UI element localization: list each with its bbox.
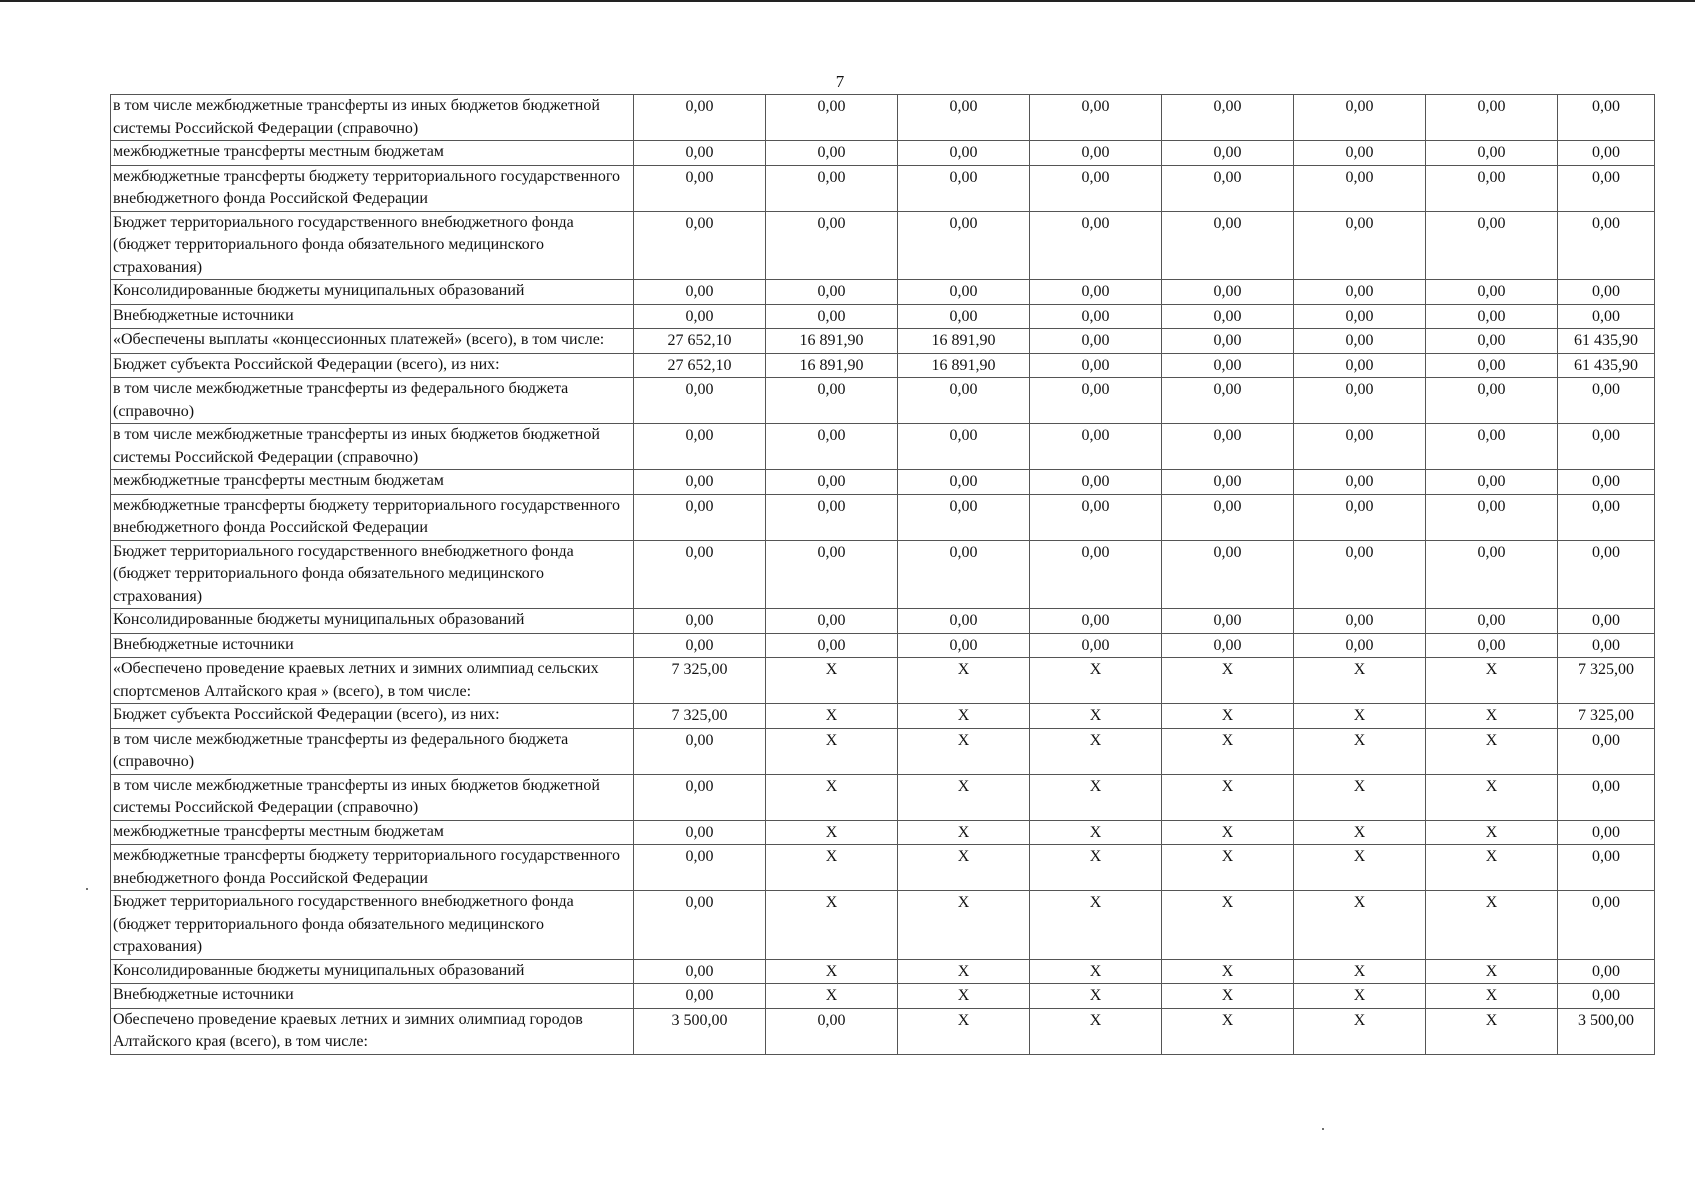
- value-cell: 0,00: [1426, 211, 1558, 280]
- value-cell: 27 652,10: [634, 353, 766, 378]
- value-cell: 16 891,90: [766, 329, 898, 354]
- value-cell: 0,00: [1426, 165, 1558, 211]
- table-body: [111, 95, 1655, 1055]
- value-cell: X: [1162, 820, 1294, 845]
- value-cell: X: [1030, 774, 1162, 820]
- table-row: [111, 141, 1655, 166]
- value-cell: 0,00: [1294, 329, 1426, 354]
- value-cell: 0,00: [1162, 540, 1294, 609]
- row-label: «Обеспечено проведение краевых летних и зимних олимпиад сельских спортсменов Алтайского края » (всего), в том числе:: [111, 658, 634, 704]
- value-cell: 0,00: [766, 1008, 898, 1054]
- value-cell: 0,00: [1558, 633, 1655, 658]
- value-cell: 0,00: [1558, 165, 1655, 211]
- value-cell: X: [1294, 728, 1426, 774]
- value-cell: X: [1426, 658, 1558, 704]
- value-cell: 0,00: [1294, 280, 1426, 305]
- value-cell: X: [1294, 774, 1426, 820]
- value-cell: 0,00: [898, 304, 1030, 329]
- value-cell: 0,00: [634, 609, 766, 634]
- value-cell: 0,00: [1558, 774, 1655, 820]
- value-cell: 7 325,00: [1558, 704, 1655, 729]
- row-label: в том числе межбюджетные трансферты из федерального бюджета (справочно): [111, 378, 634, 424]
- value-cell: 0,00: [1162, 378, 1294, 424]
- value-cell: 0,00: [634, 141, 766, 166]
- value-cell: 0,00: [1558, 95, 1655, 141]
- value-cell: 0,00: [898, 540, 1030, 609]
- value-cell: 0,00: [1030, 95, 1162, 141]
- value-cell: 0,00: [1162, 633, 1294, 658]
- value-cell: 0,00: [1558, 959, 1655, 984]
- value-cell: 0,00: [1030, 540, 1162, 609]
- value-cell: X: [1030, 658, 1162, 704]
- table-row: [111, 211, 1655, 280]
- table-row: [111, 891, 1655, 960]
- value-cell: X: [898, 959, 1030, 984]
- row-label: Консолидированные бюджеты муниципальных образований: [111, 959, 634, 984]
- value-cell: 0,00: [1030, 470, 1162, 495]
- value-cell: 0,00: [1426, 609, 1558, 634]
- value-cell: 0,00: [1426, 280, 1558, 305]
- scan-top-border: [0, 0, 1695, 2]
- value-cell: 0,00: [1294, 540, 1426, 609]
- value-cell: 61 435,90: [1558, 353, 1655, 378]
- value-cell: 0,00: [1558, 845, 1655, 891]
- value-cell: 0,00: [766, 378, 898, 424]
- value-cell: X: [766, 959, 898, 984]
- value-cell: 0,00: [634, 959, 766, 984]
- value-cell: 0,00: [1558, 609, 1655, 634]
- row-label: межбюджетные трансферты бюджету территориального государственного внебюджетного фонда Российской Федерации: [111, 165, 634, 211]
- value-cell: X: [1162, 774, 1294, 820]
- value-cell: X: [1030, 891, 1162, 960]
- table-row: [111, 1008, 1655, 1054]
- value-cell: 0,00: [634, 470, 766, 495]
- value-cell: 0,00: [766, 280, 898, 305]
- row-label: «Обеспечены выплаты «концессионных платежей» (всего), в том числе:: [111, 329, 634, 354]
- value-cell: 0,00: [1294, 378, 1426, 424]
- value-cell: 0,00: [1162, 211, 1294, 280]
- value-cell: 0,00: [634, 165, 766, 211]
- value-cell: 0,00: [634, 540, 766, 609]
- value-cell: 0,00: [898, 165, 1030, 211]
- value-cell: 0,00: [634, 494, 766, 540]
- value-cell: X: [1162, 728, 1294, 774]
- value-cell: X: [898, 704, 1030, 729]
- value-cell: 0,00: [1294, 165, 1426, 211]
- row-label: межбюджетные трансферты местным бюджетам: [111, 820, 634, 845]
- value-cell: X: [766, 891, 898, 960]
- value-cell: X: [1162, 1008, 1294, 1054]
- value-cell: 0,00: [634, 728, 766, 774]
- value-cell: 0,00: [766, 633, 898, 658]
- value-cell: X: [1426, 820, 1558, 845]
- value-cell: 0,00: [1558, 728, 1655, 774]
- value-cell: X: [766, 658, 898, 704]
- value-cell: 0,00: [1558, 424, 1655, 470]
- value-cell: X: [898, 984, 1030, 1009]
- row-label: Внебюджетные источники: [111, 304, 634, 329]
- value-cell: 0,00: [634, 891, 766, 960]
- value-cell: 7 325,00: [1558, 658, 1655, 704]
- value-cell: X: [1162, 658, 1294, 704]
- value-cell: 0,00: [766, 424, 898, 470]
- value-cell: X: [1030, 984, 1162, 1009]
- value-cell: X: [766, 845, 898, 891]
- value-cell: X: [1294, 984, 1426, 1009]
- row-label: Внебюджетные источники: [111, 984, 634, 1009]
- value-cell: X: [1426, 704, 1558, 729]
- value-cell: 0,00: [898, 141, 1030, 166]
- value-cell: 0,00: [1558, 494, 1655, 540]
- table-row: [111, 658, 1655, 704]
- value-cell: 0,00: [1426, 304, 1558, 329]
- value-cell: X: [1030, 704, 1162, 729]
- value-cell: 0,00: [1162, 470, 1294, 495]
- value-cell: X: [898, 820, 1030, 845]
- value-cell: 0,00: [766, 304, 898, 329]
- value-cell: 0,00: [1294, 353, 1426, 378]
- value-cell: 0,00: [1162, 329, 1294, 354]
- value-cell: X: [898, 891, 1030, 960]
- value-cell: X: [1294, 1008, 1426, 1054]
- row-label: межбюджетные трансферты местным бюджетам: [111, 141, 634, 166]
- value-cell: 0,00: [1294, 304, 1426, 329]
- value-cell: 0,00: [1294, 95, 1426, 141]
- table-row: [111, 704, 1655, 729]
- value-cell: 0,00: [898, 633, 1030, 658]
- row-label: межбюджетные трансферты местным бюджетам: [111, 470, 634, 495]
- value-cell: X: [1426, 959, 1558, 984]
- row-label: Обеспечено проведение краевых летних и зимних олимпиад городов Алтайского края (всего), в том числе:: [111, 1008, 634, 1054]
- budget-table: [110, 94, 1655, 1055]
- value-cell: 0,00: [766, 95, 898, 141]
- value-cell: X: [1162, 984, 1294, 1009]
- value-cell: 0,00: [766, 141, 898, 166]
- value-cell: X: [1162, 891, 1294, 960]
- value-cell: X: [898, 845, 1030, 891]
- value-cell: X: [1426, 774, 1558, 820]
- table-row: [111, 353, 1655, 378]
- value-cell: 0,00: [898, 470, 1030, 495]
- scan-speck: [86, 888, 88, 890]
- value-cell: 3 500,00: [1558, 1008, 1655, 1054]
- value-cell: 7 325,00: [634, 704, 766, 729]
- value-cell: 0,00: [1426, 494, 1558, 540]
- row-label: в том числе межбюджетные трансферты из иных бюджетов бюджетной системы Российской Федерации (справочно): [111, 774, 634, 820]
- value-cell: 0,00: [634, 378, 766, 424]
- value-cell: X: [1294, 845, 1426, 891]
- value-cell: 0,00: [1558, 304, 1655, 329]
- value-cell: 0,00: [1162, 165, 1294, 211]
- value-cell: 0,00: [898, 378, 1030, 424]
- value-cell: 0,00: [1030, 378, 1162, 424]
- value-cell: 0,00: [1030, 304, 1162, 329]
- row-label: Консолидированные бюджеты муниципальных образований: [111, 609, 634, 634]
- value-cell: 0,00: [634, 280, 766, 305]
- value-cell: 0,00: [898, 609, 1030, 634]
- value-cell: 0,00: [1558, 891, 1655, 960]
- value-cell: 0,00: [898, 424, 1030, 470]
- value-cell: 0,00: [1294, 211, 1426, 280]
- value-cell: 0,00: [1294, 141, 1426, 166]
- value-cell: 0,00: [766, 609, 898, 634]
- value-cell: X: [898, 658, 1030, 704]
- table-row: [111, 95, 1655, 141]
- value-cell: 0,00: [1162, 280, 1294, 305]
- row-label: Бюджет субъекта Российской Федерации (всего), из них:: [111, 353, 634, 378]
- value-cell: 0,00: [1558, 378, 1655, 424]
- value-cell: 61 435,90: [1558, 329, 1655, 354]
- value-cell: 0,00: [634, 304, 766, 329]
- value-cell: 7 325,00: [634, 658, 766, 704]
- value-cell: 0,00: [634, 774, 766, 820]
- table-row: [111, 280, 1655, 305]
- value-cell: 0,00: [634, 211, 766, 280]
- value-cell: 0,00: [1162, 141, 1294, 166]
- value-cell: 3 500,00: [634, 1008, 766, 1054]
- value-cell: 0,00: [766, 211, 898, 280]
- table-row: [111, 728, 1655, 774]
- value-cell: 16 891,90: [898, 353, 1030, 378]
- value-cell: 0,00: [1426, 378, 1558, 424]
- table-row: [111, 845, 1655, 891]
- row-label: межбюджетные трансферты бюджету территориального государственного внебюджетного фонда Российской Федерации: [111, 494, 634, 540]
- value-cell: 0,00: [898, 280, 1030, 305]
- value-cell: 16 891,90: [898, 329, 1030, 354]
- row-label: в том числе межбюджетные трансферты из федерального бюджета (справочно): [111, 728, 634, 774]
- table-row: [111, 540, 1655, 609]
- value-cell: X: [1294, 891, 1426, 960]
- value-cell: 0,00: [1558, 280, 1655, 305]
- value-cell: 0,00: [1030, 329, 1162, 354]
- value-cell: 0,00: [766, 494, 898, 540]
- value-cell: 27 652,10: [634, 329, 766, 354]
- table-row: [111, 609, 1655, 634]
- value-cell: 0,00: [1162, 95, 1294, 141]
- value-cell: X: [1030, 820, 1162, 845]
- value-cell: 0,00: [1294, 470, 1426, 495]
- row-label: Бюджет субъекта Российской Федерации (всего), из них:: [111, 704, 634, 729]
- value-cell: 0,00: [1558, 141, 1655, 166]
- value-cell: 0,00: [1030, 211, 1162, 280]
- table-row: [111, 378, 1655, 424]
- scan-speck: [1322, 1128, 1324, 1130]
- value-cell: 0,00: [634, 984, 766, 1009]
- value-cell: X: [1162, 704, 1294, 729]
- value-cell: X: [1294, 820, 1426, 845]
- value-cell: 16 891,90: [766, 353, 898, 378]
- value-cell: 0,00: [1558, 540, 1655, 609]
- table-row: [111, 820, 1655, 845]
- value-cell: X: [766, 984, 898, 1009]
- value-cell: X: [1030, 959, 1162, 984]
- value-cell: 0,00: [766, 540, 898, 609]
- value-cell: 0,00: [634, 820, 766, 845]
- value-cell: X: [1162, 845, 1294, 891]
- table-row: [111, 470, 1655, 495]
- value-cell: X: [1030, 728, 1162, 774]
- row-label: в том числе межбюджетные трансферты из иных бюджетов бюджетной системы Российской Федерации (справочно): [111, 424, 634, 470]
- value-cell: X: [1426, 728, 1558, 774]
- value-cell: X: [898, 728, 1030, 774]
- row-label: в том числе межбюджетные трансферты из иных бюджетов бюджетной системы Российской Федерации (справочно): [111, 95, 634, 141]
- value-cell: X: [898, 774, 1030, 820]
- value-cell: 0,00: [1426, 141, 1558, 166]
- value-cell: X: [1294, 959, 1426, 984]
- row-label: Внебюджетные источники: [111, 633, 634, 658]
- value-cell: 0,00: [898, 211, 1030, 280]
- value-cell: 0,00: [766, 470, 898, 495]
- row-label: Бюджет территориального государственного внебюджетного фонда (бюджет территориального фонда обязательного медицинского страхования): [111, 891, 634, 960]
- row-label: Бюджет территориального государственного внебюджетного фонда (бюджет территориального фонда обязательного медицинского страхования): [111, 211, 634, 280]
- value-cell: 0,00: [1162, 424, 1294, 470]
- value-cell: 0,00: [1426, 470, 1558, 495]
- value-cell: 0,00: [1030, 609, 1162, 634]
- table-row: [111, 633, 1655, 658]
- value-cell: 0,00: [1426, 95, 1558, 141]
- table-row: [111, 165, 1655, 211]
- table-row: [111, 424, 1655, 470]
- value-cell: 0,00: [1558, 470, 1655, 495]
- value-cell: X: [1162, 959, 1294, 984]
- value-cell: 0,00: [634, 95, 766, 141]
- row-label: Консолидированные бюджеты муниципальных образований: [111, 280, 634, 305]
- value-cell: 0,00: [1030, 424, 1162, 470]
- value-cell: 0,00: [1558, 820, 1655, 845]
- value-cell: 0,00: [1030, 165, 1162, 211]
- value-cell: 0,00: [898, 95, 1030, 141]
- value-cell: 0,00: [1030, 633, 1162, 658]
- value-cell: 0,00: [1030, 353, 1162, 378]
- table-row: [111, 304, 1655, 329]
- row-label: Бюджет территориального государственного внебюджетного фонда (бюджет территориального фонда обязательного медицинского страхования): [111, 540, 634, 609]
- value-cell: 0,00: [1426, 353, 1558, 378]
- value-cell: 0,00: [766, 165, 898, 211]
- value-cell: X: [766, 820, 898, 845]
- value-cell: X: [1426, 1008, 1558, 1054]
- value-cell: 0,00: [1294, 494, 1426, 540]
- value-cell: 0,00: [1426, 540, 1558, 609]
- value-cell: 0,00: [634, 633, 766, 658]
- value-cell: 0,00: [1162, 353, 1294, 378]
- value-cell: X: [1030, 1008, 1162, 1054]
- value-cell: 0,00: [1558, 984, 1655, 1009]
- value-cell: X: [1426, 891, 1558, 960]
- value-cell: 0,00: [1162, 494, 1294, 540]
- value-cell: X: [766, 774, 898, 820]
- value-cell: X: [1294, 658, 1426, 704]
- value-cell: 0,00: [1162, 609, 1294, 634]
- value-cell: X: [1030, 845, 1162, 891]
- value-cell: 0,00: [1558, 211, 1655, 280]
- page-number: 7: [835, 72, 845, 91]
- table-row: [111, 494, 1655, 540]
- value-cell: X: [1426, 845, 1558, 891]
- value-cell: 0,00: [898, 494, 1030, 540]
- table-row: [111, 329, 1655, 354]
- row-label: межбюджетные трансферты бюджету территориального государственного внебюджетного фонда Российской Федерации: [111, 845, 634, 891]
- value-cell: 0,00: [1294, 424, 1426, 470]
- value-cell: X: [898, 1008, 1030, 1054]
- value-cell: 0,00: [1294, 609, 1426, 634]
- table-row: [111, 774, 1655, 820]
- value-cell: 0,00: [634, 845, 766, 891]
- value-cell: X: [1426, 984, 1558, 1009]
- value-cell: 0,00: [634, 424, 766, 470]
- value-cell: 0,00: [1426, 633, 1558, 658]
- value-cell: 0,00: [1030, 141, 1162, 166]
- value-cell: 0,00: [1030, 494, 1162, 540]
- value-cell: 0,00: [1426, 329, 1558, 354]
- value-cell: 0,00: [1426, 424, 1558, 470]
- table-row: [111, 984, 1655, 1009]
- table-row: [111, 959, 1655, 984]
- value-cell: X: [766, 728, 898, 774]
- value-cell: X: [1294, 704, 1426, 729]
- value-cell: 0,00: [1294, 633, 1426, 658]
- value-cell: X: [766, 704, 898, 729]
- value-cell: 0,00: [1030, 280, 1162, 305]
- value-cell: 0,00: [1162, 304, 1294, 329]
